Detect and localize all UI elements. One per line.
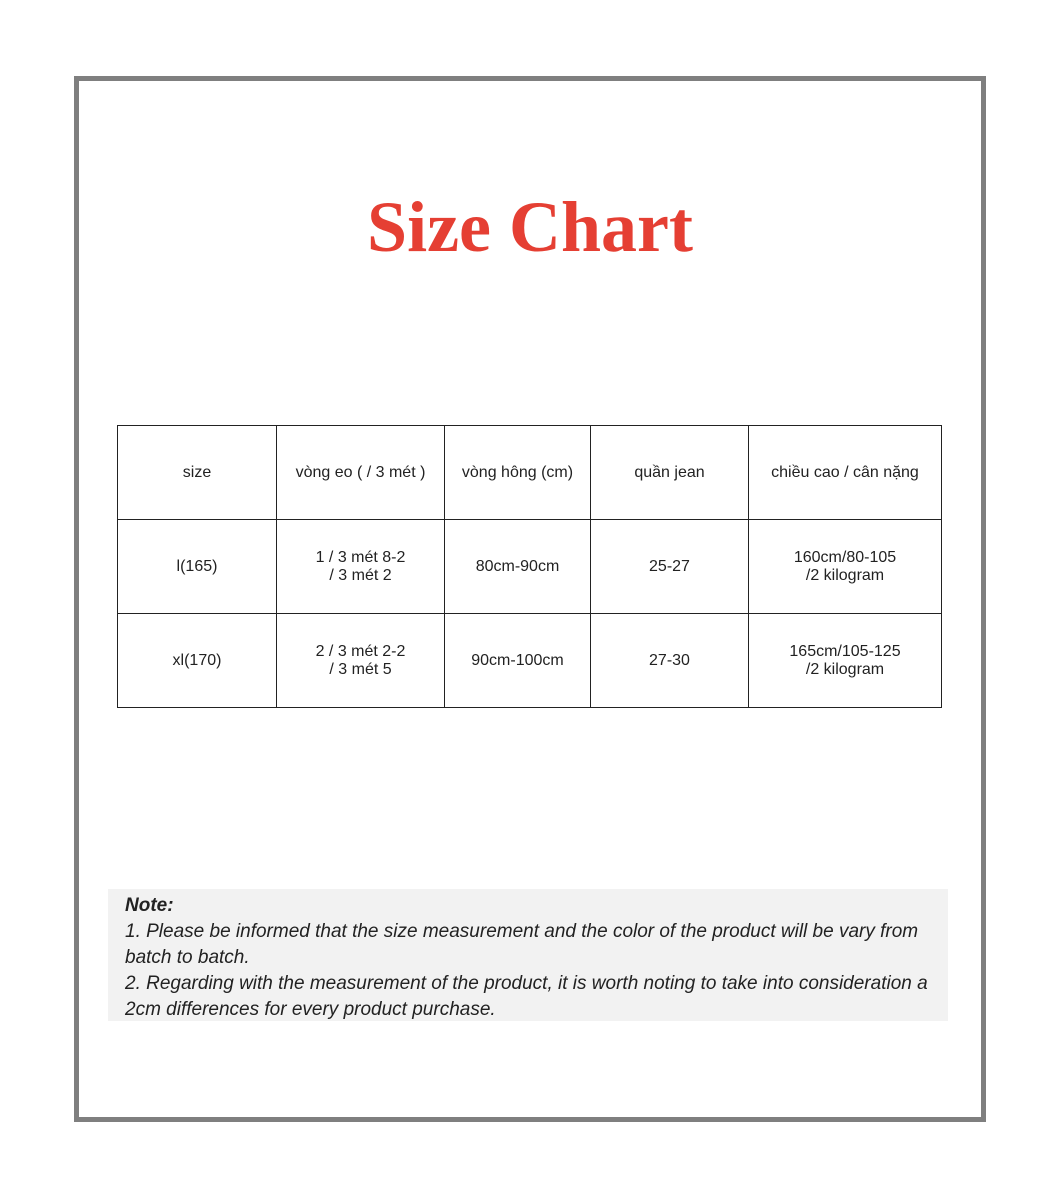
table-cell: 80cm-90cm xyxy=(445,520,591,614)
size-chart-frame xyxy=(74,76,986,1122)
table-cell: l(165) xyxy=(118,520,277,614)
header-height-weight: chiều cao / cân nặng xyxy=(749,426,942,520)
table-cell: 160cm/80-105 /2 kilogram xyxy=(749,520,942,614)
header-waist: vòng eo ( / 3 mét ) xyxy=(277,426,445,520)
page-title: Size Chart xyxy=(367,187,693,267)
table-cell: 27-30 xyxy=(591,614,749,708)
table-header-row xyxy=(118,426,942,520)
table-row xyxy=(118,520,942,614)
table-cell: 1 / 3 mét 8-2 / 3 mét 2 xyxy=(277,520,445,614)
size-table xyxy=(117,425,942,708)
table-cell: 2 / 3 mét 2-2 / 3 mét 5 xyxy=(277,614,445,708)
note-line: 2. Regarding with the measurement of the product, it is worth noting to take into consideration a 2cm differences for every product purchase. xyxy=(125,973,928,1020)
note-box xyxy=(108,889,948,1021)
header-jeans: quần jean xyxy=(591,426,749,520)
note-line: 1. Please be informed that the size measurement and the color of the product will be vary from batch to batch. xyxy=(125,921,919,968)
header-hip: vòng hông (cm) xyxy=(445,426,591,520)
table-cell: 165cm/105-125 /2 kilogram xyxy=(749,614,942,708)
header-size: size xyxy=(118,426,277,520)
note-title: Note: xyxy=(125,895,174,916)
table-row xyxy=(118,614,942,708)
table-cell: xl(170) xyxy=(118,614,277,708)
table-cell: 25-27 xyxy=(591,520,749,614)
table-cell: 90cm-100cm xyxy=(445,614,591,708)
